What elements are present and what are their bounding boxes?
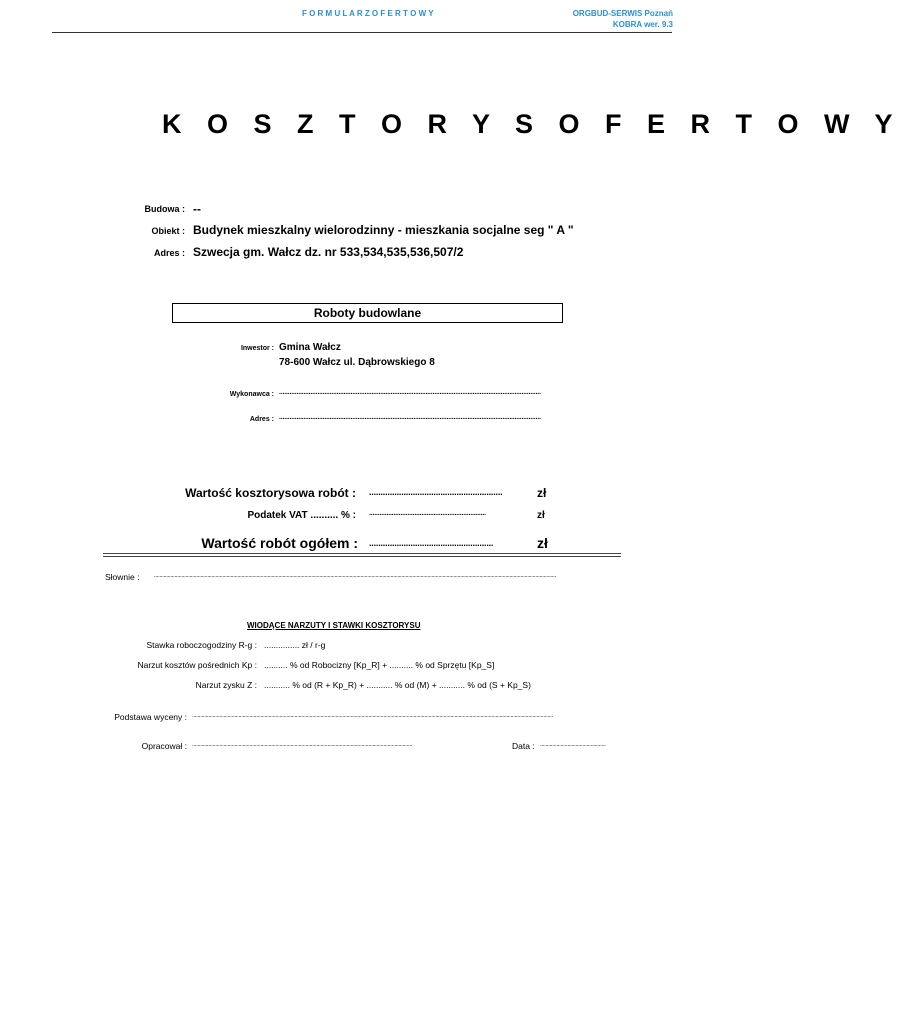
obiekt-label: Obiekt :	[151, 226, 185, 236]
total-value-unit: zł	[537, 535, 548, 551]
investor-label: Inwestor :	[240, 345, 274, 352]
form-type-label: F O R M U L A R Z O F E R T O W Y	[302, 9, 434, 18]
basis-label: Podstawa wyceny :	[114, 712, 187, 722]
vat-dots: ...................................................................	[369, 510, 486, 517]
investor-name: Gmina Wałcz	[279, 342, 341, 353]
vat-unit: zł	[537, 510, 545, 521]
works-type-box: Roboty budowlane	[172, 303, 563, 323]
adres-label: Adres :	[153, 248, 185, 258]
contractor-address-value: ......................................................................................................................................................	[279, 414, 541, 421]
date-label: Data :	[512, 741, 535, 751]
total-value-dots: ......................................................	[369, 538, 494, 548]
budowa-label: Budowa :	[144, 204, 185, 214]
double-rule-bottom	[103, 556, 621, 557]
cost-value-unit: zł	[537, 486, 547, 500]
obiekt-value: Budynek mieszkalny wielorodzinny - mieszkania socjalne seg " A "	[193, 223, 574, 237]
budowa-value: --	[193, 202, 201, 216]
contractor-label: Wykonawca :	[229, 391, 274, 398]
cost-value-label: Wartość kosztorysowa robót :	[185, 486, 356, 500]
z-value: ........... % od (R + Kp_R) + ........... % od (M) + ........... % od (S + Kp_S)	[264, 680, 531, 690]
words-dots: ......................................................................................................................................................................................................................................................................................................	[154, 573, 556, 579]
document-title: K O S Z T O R Y S O F E R T O W Y	[162, 109, 902, 139]
prepared-by-dots: .................................................................................................................................................................	[192, 742, 413, 748]
date-dots: ................................................	[540, 742, 606, 748]
z-label: Narzut zysku Z :	[195, 680, 257, 690]
software-version: KOBRA wer. 9.3	[612, 20, 673, 29]
total-value-label: Wartość robót ogółem :	[201, 535, 358, 551]
kp-label: Narzut kosztów pośrednich Kp :	[137, 660, 257, 670]
investor-address: 78-600 Wałcz ul. Dąbrowskiego 8	[279, 357, 435, 368]
kp-value: .......... % od Robocizny [Kp_R] + .......... % od Sprzętu [Kp_S]	[264, 660, 495, 670]
words-label: Słownie :	[105, 572, 140, 582]
cost-value-dots: ..........................................................	[369, 487, 503, 497]
vat-label: Podatek VAT .......... % :	[247, 510, 356, 521]
adres-value: Szwecja gm. Wałcz dz. nr 533,534,535,536,507/2	[193, 245, 464, 259]
rg-value: ............... zł / r-g	[264, 640, 326, 650]
basis-dots: ........................................................................................................................................................................................................................................................................	[192, 713, 553, 719]
prepared-by-label: Opracował :	[141, 741, 187, 751]
contractor-value: ......................................................................................................................................................	[279, 389, 541, 396]
double-rule-top	[103, 553, 621, 554]
contractor-address-label: Adres :	[249, 416, 274, 423]
company-name: ORGBUD-SERWIS Poznań	[572, 9, 673, 18]
rg-label: Stawka roboczogodziny R-g :	[146, 640, 257, 650]
header-divider	[52, 32, 672, 33]
rates-heading: WIODĄCE NARZUTY I STAWKI KOSZTORYSU	[247, 621, 421, 630]
